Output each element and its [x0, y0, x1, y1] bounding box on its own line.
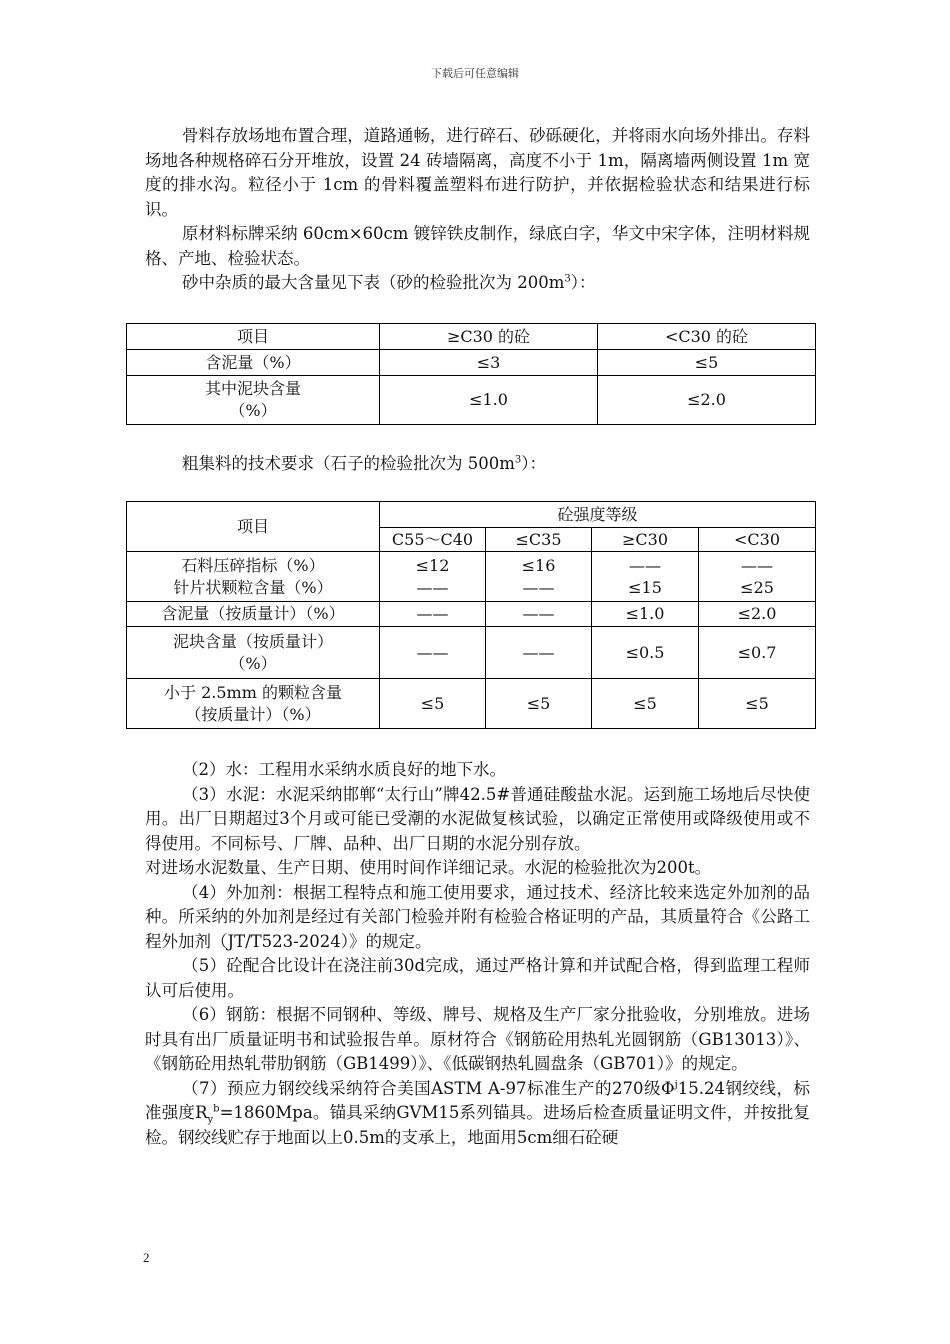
coarse-aggregate-table: [126, 501, 816, 729]
paragraph-mix-design: （5）砼配合比设计在浇注前30d完成，通过严格计算和并试配合格，得到监理工程师认可后使用。: [145, 956, 810, 1000]
sand-intro-sup: 3: [564, 273, 571, 285]
t1-row1-label: 含泥量（%）: [127, 350, 380, 376]
t2-row4-val1: ≤5: [380, 679, 486, 729]
t2-row4-val4: ≤5: [699, 679, 816, 729]
paragraph-strand: [145, 1077, 810, 1151]
coarse-intro-tail: ）：: [521, 454, 547, 473]
t1-row2-val1: ≤1.0: [380, 376, 598, 425]
t1-row1-val1: ≤3: [380, 350, 598, 376]
t2-row1-val4: —— ≤25: [699, 552, 816, 602]
t2-row2-label: 含泥量（按质量计）（%）: [127, 602, 380, 627]
sand-intro-text: 砂中杂质的最大含量见下表（砂的检验批次为 200m: [182, 273, 565, 292]
paragraph-water: （2）水：工程用水采纳水质良好的地下水。: [182, 760, 506, 779]
t2-header-item: 项目: [127, 502, 380, 552]
paragraph-admixture: （4）外加剂：根据工程特点和施工使用要求，通过技术、经济比较来选定外加剂的品种。所采纳的外加剂是经过有关部门检验并附有检验合格证明的产品，其质量符合《公路工程外加剂（JT/T523-2024）》的规定。: [145, 882, 810, 951]
paragraph-cement: （3）水泥：水泥采纳邯郸“太行山”牌42.5#普通硅酸盐水泥。运到施工场地后尽快使用。出厂日期超过3个月或可能已受潮的水泥做复核试验，以确定正常使用或降级使用或不得使用。不同标号、厂牌、品种、出厂日期的水泥分别存放。: [145, 784, 810, 853]
body-text-bottom: [145, 758, 810, 1150]
t2-row1-val1: ≤12 ——: [380, 552, 486, 602]
paragraph-sand-intro: [145, 271, 810, 296]
t2-row3-val2: ——: [486, 627, 592, 679]
t2-row3-val4: ≤0.7: [699, 627, 816, 679]
t2-row3-val1: ——: [380, 627, 486, 679]
paragraph-rebar: （6）钢筋：根据不同钢种、等级、牌号、规格及生产厂家分批验收，分别堆放。进场时具有出厂质量证明书和试验报告单。原材符合《钢筋砼用热轧光圆钢筋（GB13013）》、《钢筋砼用热轧带肋钢筋（GB1499）》、《低碳钢热轧圆盘条（GB701）》的规定。: [145, 1005, 810, 1073]
t2-row1-val3: —— ≤15: [592, 552, 699, 602]
t2-row3-val3: ≤0.5: [592, 627, 699, 679]
strand-text-c: =1860Mpa。锚具采纳GVM15系列锚具。进场后检查质量证明文件，并按批复检。钢绞线贮存于地面以上0.5m的支承上，地面用5cm细石砼硬: [145, 1103, 810, 1147]
body-text-top: [145, 124, 810, 296]
t2-row4-label: 小于 2.5mm 的颗粒含量 （按质量计）（%）: [127, 679, 380, 729]
coarse-intro-text: 粗集料的技术要求（石子的检验批次为 500m: [182, 454, 515, 473]
paragraph-signboard: 原材料标牌采纳 60cm×60cm 镀锌铁皮制作，绿底白字，华文中宋字体，注明材料规格、产地、检验状态。: [145, 224, 810, 268]
t2-grade-c55-c40: C55～C40: [380, 528, 486, 552]
paragraph-cement-record: 对进场水泥数量、生产日期、使用时间作详细记录。水泥的检验批次为200t。: [145, 858, 712, 877]
t2-header-grade-group: 砼强度等级: [380, 502, 816, 528]
t1-row1-val2: ≤5: [598, 350, 816, 376]
page-number: 2: [143, 1250, 150, 1265]
coarse-intro-sup: 3: [514, 454, 522, 466]
t2-row2-val4: ≤2.0: [699, 602, 816, 627]
t1-header-item: 项目: [127, 324, 380, 350]
paragraph-aggregate-storage: 骨料存放场地布置合理，道路通畅，进行碎石、砂砾硬化，并将雨水向场外排出。存料场地各种规格碎石分开堆放，设置 24 砖墙隔离，高度不小于 1m，隔离墙两侧设置 1m 宽度的排水沟。粒径小于 1cm 的骨料覆盖塑料布进行防护，并依据检验状态和结果进行标识。: [145, 126, 810, 219]
t1-row2-label: 其中泥块含量 （%）: [127, 376, 380, 425]
t1-header-ge-c30: ≥C30 的砼: [380, 324, 598, 350]
t2-grade-le-c35: ≤C35: [486, 528, 592, 552]
sand-intro-tail: ）：: [570, 273, 596, 292]
paragraph-coarse-intro: [145, 452, 810, 477]
strand-text-b: 15.24钢绞线，标准强度R: [145, 1078, 810, 1122]
t2-row2-val2: ——: [486, 602, 592, 627]
t2-row2-val1: ——: [380, 602, 486, 627]
strand-sup-j: j: [674, 1079, 678, 1090]
t2-grade-ge-c30: ≥C30: [592, 528, 699, 552]
t2-row2-val3: ≤1.0: [592, 602, 699, 627]
t2-grade-lt-c30: <C30: [699, 528, 816, 552]
strand-sub-y: y: [207, 1114, 214, 1126]
t2-row1-label: 石料压碎指标（%） 针片状颗粒含量（%）: [127, 552, 380, 602]
t1-header-lt-c30: <C30 的砼: [598, 324, 816, 350]
t2-row4-val3: ≤5: [592, 679, 699, 729]
strand-sup-b: b: [213, 1103, 220, 1115]
t1-row2-val2: ≤2.0: [598, 376, 816, 425]
t2-row3-label: 泥块含量（按质量计） （%）: [127, 627, 380, 679]
page-header: 下载后可任意编辑: [431, 67, 519, 80]
t2-row4-val2: ≤5: [486, 679, 592, 729]
sand-impurity-table: [126, 323, 816, 425]
strand-text-a: （7）预应力钢绞线采纳符合美国ASTM A-97标准生产的270级Φ: [182, 1078, 675, 1098]
t2-row1-val2: ≤16 ——: [486, 552, 592, 602]
